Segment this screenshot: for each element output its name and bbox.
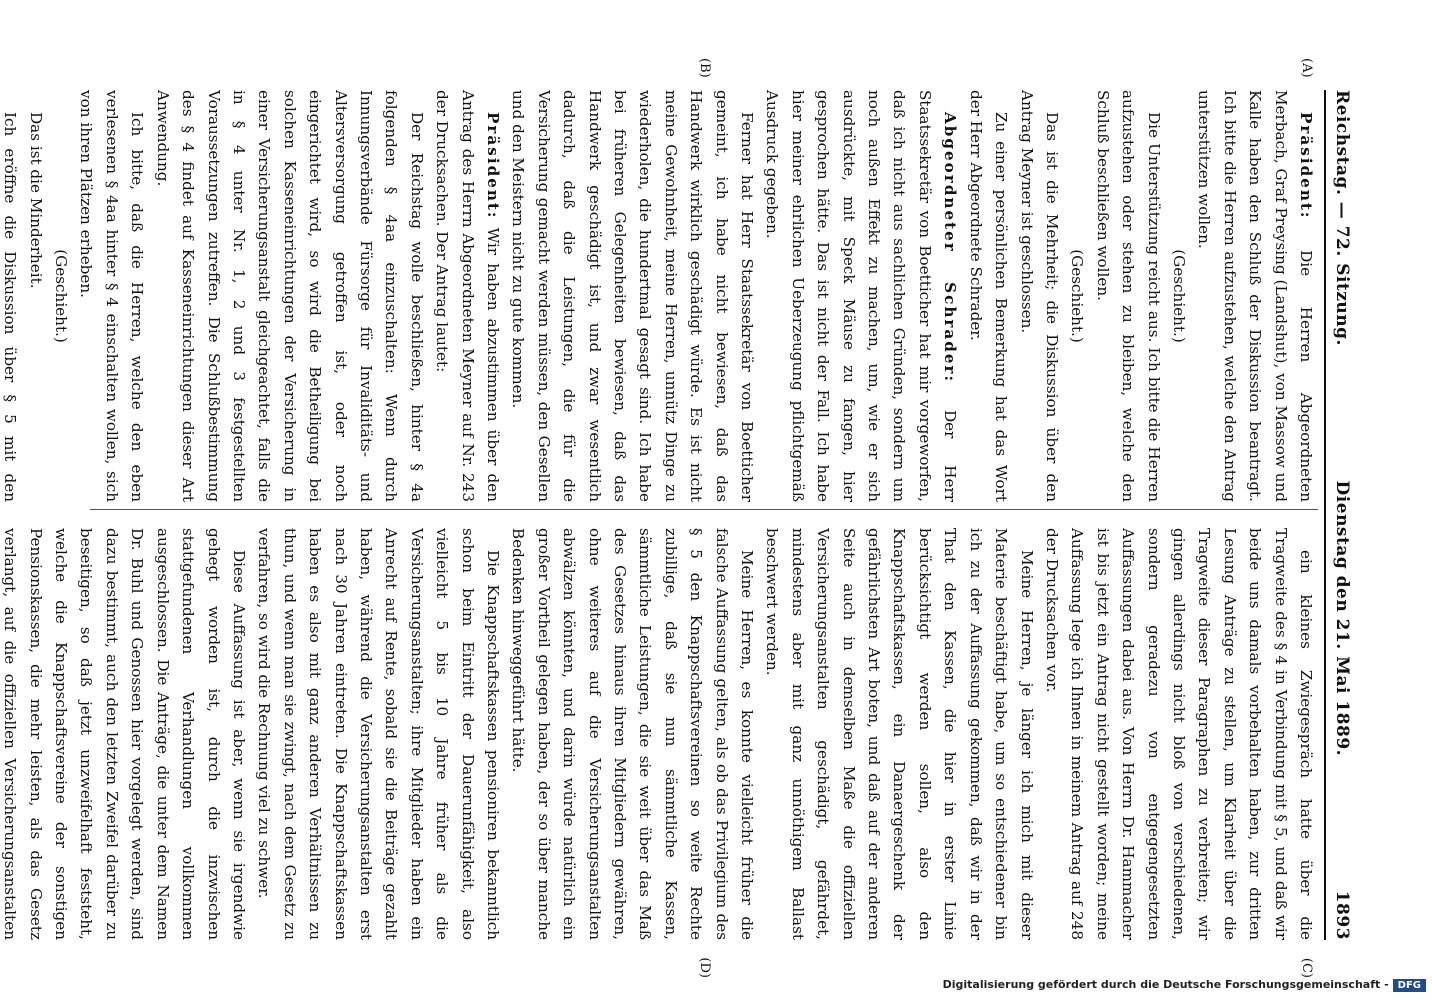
text-paragraph xyxy=(505,90,759,502)
paragraph-text: Die Knappschaftskassen pensioniren bekanntlich schon beim Eintritt der Dauerunfähigkeit, also vielleicht 5 bis 10 Jahre früher als die Versicherungsanstalten; ihre Mitglieder haben ein Anrecht auf Rente, sobald sie die Beiträge gezahlt haben, während die Versicherungsanstalten erst nach 30 Jahren eintreten. Die Knappschaftskassen haben es also mit ganz anderen Verhältnissen zu thun, und wenn man sie zwingt, nach dem Gesetz zu verfahren, so wird die Rechnung viel zu schwer. xyxy=(255,528,502,940)
footer-text: Digitalisierung gefördert durch die Deutsche Forschungsgemeinschaft - xyxy=(942,978,1389,991)
paragraph-text: Die Herren Abgeordneten Merbach, Graf Preysing (Landshut), von Massow und Kalle haben den Schluß der Diskussion beantragt. Ich bitte die Herren aufzustehen, welche den Antrag unterstützen wollen. xyxy=(1195,90,1315,503)
text-paragraph xyxy=(1013,90,1064,502)
paragraph-text: Ich bitte, daß die Herren, welche den eben verlesenen § 4aa hinter § 4 einschalten wollen, sich von ihren Plätzen erheben. xyxy=(77,90,147,502)
text-paragraph xyxy=(251,528,505,940)
left-text-column xyxy=(1,90,1318,503)
paragraph-text: Das ist die Minderheit. xyxy=(26,112,45,289)
text-paragraph xyxy=(73,90,149,502)
digitization-footer xyxy=(250,978,1426,992)
paragraph-text: Wir haben abzustimmen über den Antrag des Herrn Abgeordneten Meyner auf Nr. 243 der Drucksachen. Der Antrag lautet: xyxy=(433,90,502,502)
header-left: Reichstag. — 72. Sitzung. xyxy=(1332,90,1352,346)
page-header xyxy=(1324,90,1372,940)
margin-mark-a: (A) xyxy=(1299,58,1314,78)
paragraph-text: Meine Herren, je länger ich mich mit dieser Materie beschäftigt habe, um so entschiedener bin ich zu der Auffassung gekommen, daß wir in der That den Kassen, die hier in erster Linie berücksichtigt werden sollen, also den Knappschaftskassen, ein Danaergeschenk der gefährlichsten Art boten, und daß auf der anderen Seite auch in demselben Maße die offiziellen Versicherungsanstalten geschädigt, gefährdet, mindestens aber mit ganz unnöthigem Ballast beschwert werden. xyxy=(763,528,1036,940)
text-paragraph xyxy=(759,528,1038,940)
stage-direction: (Geschieht.) xyxy=(52,249,71,343)
text-paragraph xyxy=(505,528,759,940)
paragraph-text: Die Unterstützung reicht aus. Ich bitte die Herren aufzustehen oder stehen zu bleiben, welche den Schluß beschließen wollen. xyxy=(1093,90,1163,502)
speaker-name: Präsident: xyxy=(484,112,502,220)
paragraph-text: Der Herr Staatssekretär von Boetticher hat mir vorgeworfen, daß ich nicht aus sachlichen Gründen, sondern um noch außen Effekt zu machen, um, wie er sich ausdrückte, mit Speck Mäuse zu fangen, hier gesprochen hätte. Das ist nicht der Fall. Ich habe hier meiner ehrlichen Ueberzeugung pflichtgemäß Ausdruck gegeben. xyxy=(763,90,960,502)
stage-direction: (Geschieht.) xyxy=(1169,249,1188,343)
paragraph-text: Ich eröffne die Diskussion über § 5 mit den xyxy=(1,112,20,502)
paragraph-text: Diese Auffassung ist aber, wenn sie irgendwie gehegt worden ist, durch die inzwischen stattgefundenen Verhandlungen vollkommen ausgeschlossen. Die Anträge, die unter dem Namen Dr. Buhl und Genossen hier vorgelegt werden, sind dazu bestimmt, auch den letzten Zweifel darüber zu beseitigen, so daß jetzt unzweifelhaft feststeht, welche die Knappschaftsvereine der sonstigen Pensionskassen, die mehr leisten, als das Gesetz verlangt, auf die offiziellen Versicherungsanstalten xyxy=(1,528,248,940)
dfg-logo: DFG xyxy=(1393,979,1426,992)
paragraph-text: Ferner hat Herr Staatssekretär von Boetticher gemeint, ich habe nicht bewiesen, daß das Handwerk wirklich geschädigt würde. Es ist nicht meine Gewohnheit, meine Herren, unnütz Dinge zu wiederholen, die hundertmal gesagt sind. Ich habe bei früheren Gelegenheiten bewiesen, daß das Handwerk geschädigt ist, und zwar wesentlich dadurch, daß die Leistungen, die für die Versicherung gemacht werden müssen, den Gesellen und den Meistern nicht zu gute kommen. xyxy=(509,90,757,502)
page-number: 1893 xyxy=(1332,890,1352,940)
right-text-column xyxy=(1,528,1318,940)
paragraph-text: ein kleines Zwiegespräch hatte über die Tragweite des § 4 in Verbindung mit § 5, und daß wir beide uns damals vorbehalten haben, zur dritten Lesung Anträge zu stellen, um Klarheit über die Tragweite dieser Paragraphen zu verbreiten; wir gingen allerdings nicht bloß von verschiedenen, sondern geradezu von entgegengesetzten Auffassungen dabei aus. Von Herrn Dr. Hammacher ist bis jetzt ein Antrag nicht gestellt worden; meine Auffassung lege ich Ihnen in meinem Antrag auf 248 der Drucksachen vor. xyxy=(1042,528,1315,940)
speaker-name: Präsident: xyxy=(1297,112,1315,220)
speaker-name: Abgeordneter Schrader: xyxy=(941,112,960,384)
margin-mark-b: (B) xyxy=(697,58,712,78)
header-date: Dienstag den 21. Mai 1889. xyxy=(1332,480,1352,757)
text-paragraph xyxy=(0,90,22,502)
paragraph-text: Meine Herren, es konnte vielleicht früher die falsche Auffassung gelten, als ob das Privilegium des § 5 den Knappschaftsvereinen so weite Rechte zubillige, daß sie nun sämmtliche Kassen, sämmtliche Leistungen, die sie weit über das Maß des Gesetzes hinaus ihren Mitgliedern gewähren, ohne weiteres auf die Versicherungsanstalten abwälzen könnten, und darin würde natürlich ein großer Vortheil gelegen haben, der so über manche Bedenken hinweggeführt hätte. xyxy=(509,528,757,940)
paragraph-text: Der Reichstag wolle beschließen, hinter § 4a folgenden § 4aa einzuschalten: Wenn durch Innungsverbände Fürsorge für Invaliditäts- und Altersversorgung getroffen ist, oder noch eingerichtet wird, so wird die Betheiligung bei solchen Kasseneinrichtungen der Versicherung in einer Versicherungsanstalt gleichgeachtet, falls die in § 4 unter Nr. 1, 2 und 3 festgestellten Voraussetzungen zutreffen. Die Schlußbestimmung des § 4 findet auf Kasseneinrichtungen dieser Art Anwendung. xyxy=(153,90,426,502)
text-paragraph xyxy=(22,90,47,502)
text-paragraph xyxy=(149,90,428,502)
paragraph-text: Das ist die Mehrheit; die Diskussion über den Antrag Meyner ist geschlossen. xyxy=(1017,90,1061,502)
margin-mark-d: (D) xyxy=(697,957,712,978)
text-paragraph xyxy=(962,90,1013,502)
text-paragraph xyxy=(1191,90,1318,502)
margin-mark-c: (C) xyxy=(1299,957,1314,978)
text-paragraph xyxy=(0,528,251,940)
stage-direction: (Geschieht.) xyxy=(1068,249,1087,343)
paragraph-text: Zu einer persönlichen Bemerkung hat das Wort der Herr Abgeordnete Schrader. xyxy=(966,90,1011,502)
text-paragraph xyxy=(429,90,505,502)
column-divider xyxy=(90,509,1318,510)
text-paragraph xyxy=(1039,528,1318,940)
text-paragraph xyxy=(759,90,962,502)
text-paragraph xyxy=(1089,90,1165,502)
